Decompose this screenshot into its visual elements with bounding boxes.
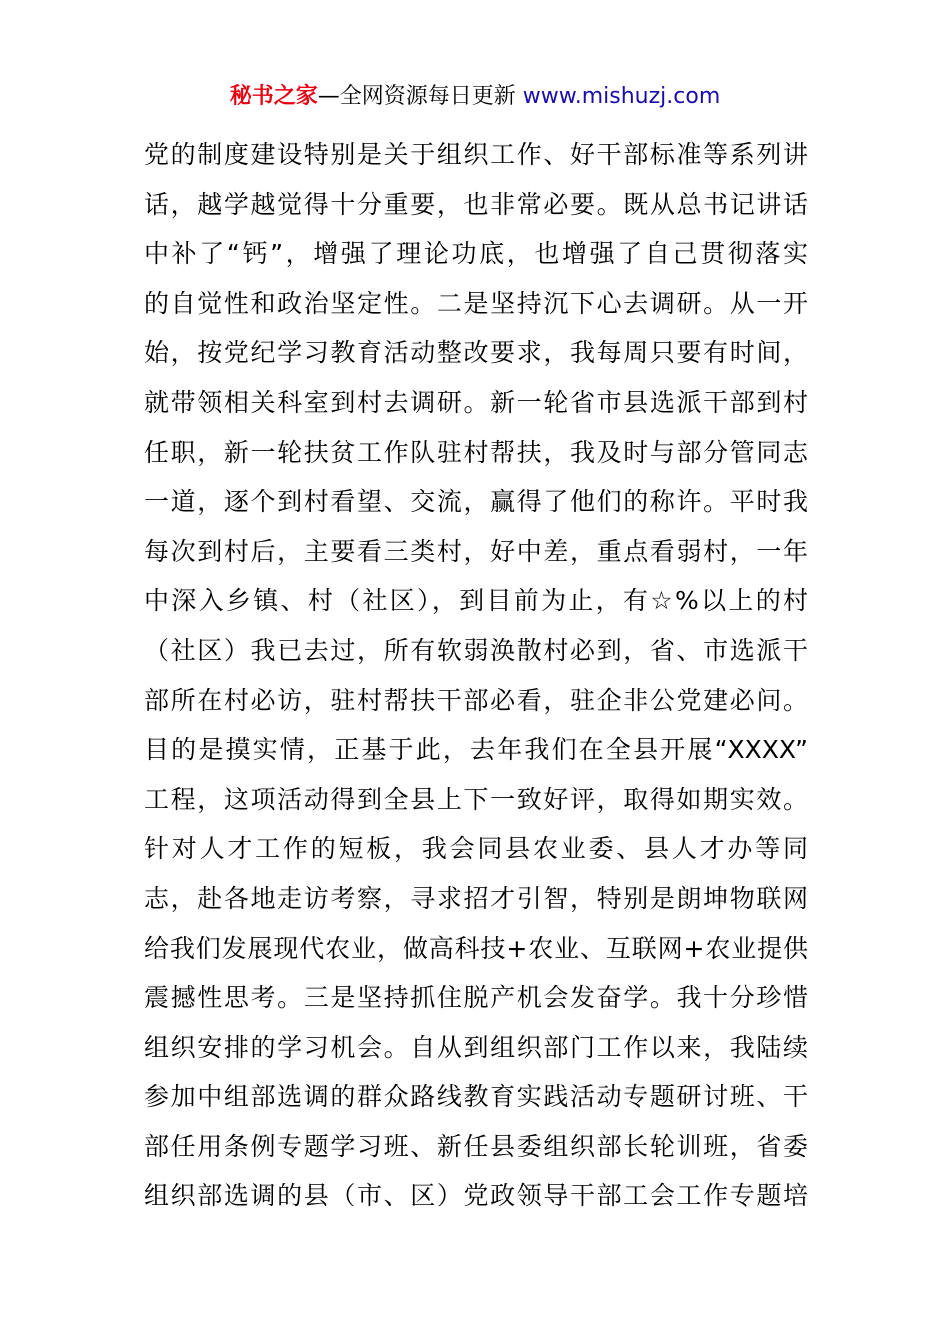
text-line: 组织部选调的县（市、区）党政领导干部工会工作专题培 xyxy=(144,1181,808,1211)
site-url-link[interactable]: www.mishuzj.com xyxy=(522,84,721,109)
text-line: 组织安排的学习机会。自从到组织部门工作以来，我陆续 xyxy=(144,1032,808,1062)
text-line: 任职，新一轮扶贫工作队驻村帮扶，我及时与部分管同志 xyxy=(144,437,808,467)
text-line: 就带领相关科室到村去调研。新一轮省市县选派干部到村 xyxy=(144,387,808,417)
text-line: 中补了“钙”，增强了理论功底，也增强了自己贯彻落实 xyxy=(144,239,808,269)
text-line: 参加中组部选调的群众路线教育实践活动专题研讨班、干 xyxy=(144,1082,808,1112)
brand-name: 秘书之家 xyxy=(229,84,318,109)
text-line: 针对人才工作的短板，我会同县农业委、县人才办等同 xyxy=(144,834,808,864)
header-tagline: —全网资源每日更新 xyxy=(317,84,523,109)
text-line: 党的制度建设特别是关于组织工作、好干部标准等系列讲 xyxy=(144,140,808,169)
text-line: 震撼性思考。三是坚持抓住脱产机会发奋学。我十分珍惜 xyxy=(144,983,808,1013)
text-line: 部任用条例专题学习班、新任县委组织部长轮训班，省委 xyxy=(144,1131,808,1161)
text-line: 始，按党纪学习教育活动整改要求，我每周只要有时间， xyxy=(144,338,808,368)
body-paragraph xyxy=(144,130,808,1221)
text-line: 话，越学越觉得十分重要，也非常必要。既从总书记讲话 xyxy=(144,189,808,219)
text-line: 目的是摸实情，正基于此，去年我们在全县开展“XXXX” xyxy=(144,735,808,765)
text-line: 部所在村必访，驻村帮扶干部必看，驻企非公党建必问。 xyxy=(144,685,808,715)
text-line: 的自觉性和政治坚定性。二是坚持沉下心去调研。从一开 xyxy=(144,288,808,318)
text-line: 一道，逐个到村看望、交流，赢得了他们的称许。平时我 xyxy=(144,487,808,517)
text-line: 每次到村后，主要看三类村，好中差，重点看弱村，一年 xyxy=(144,536,808,566)
text-line: 志，赴各地走访考察，寻求招才引智，特别是朗坤物联网 xyxy=(144,883,808,913)
page-header xyxy=(0,82,950,112)
text-line: 给我们发展现代农业，做高科技+农业、互联网+农业提供 xyxy=(144,933,808,963)
text-line: 中深入乡镇、村（社区），到目前为止，有☆%以上的村 xyxy=(144,586,808,616)
text-line: （社区）我已去过，所有软弱涣散村必到，省、市选派干 xyxy=(144,635,808,665)
text-line: 工程，这项活动得到全县上下一致好评，取得如期实效。 xyxy=(144,784,808,814)
